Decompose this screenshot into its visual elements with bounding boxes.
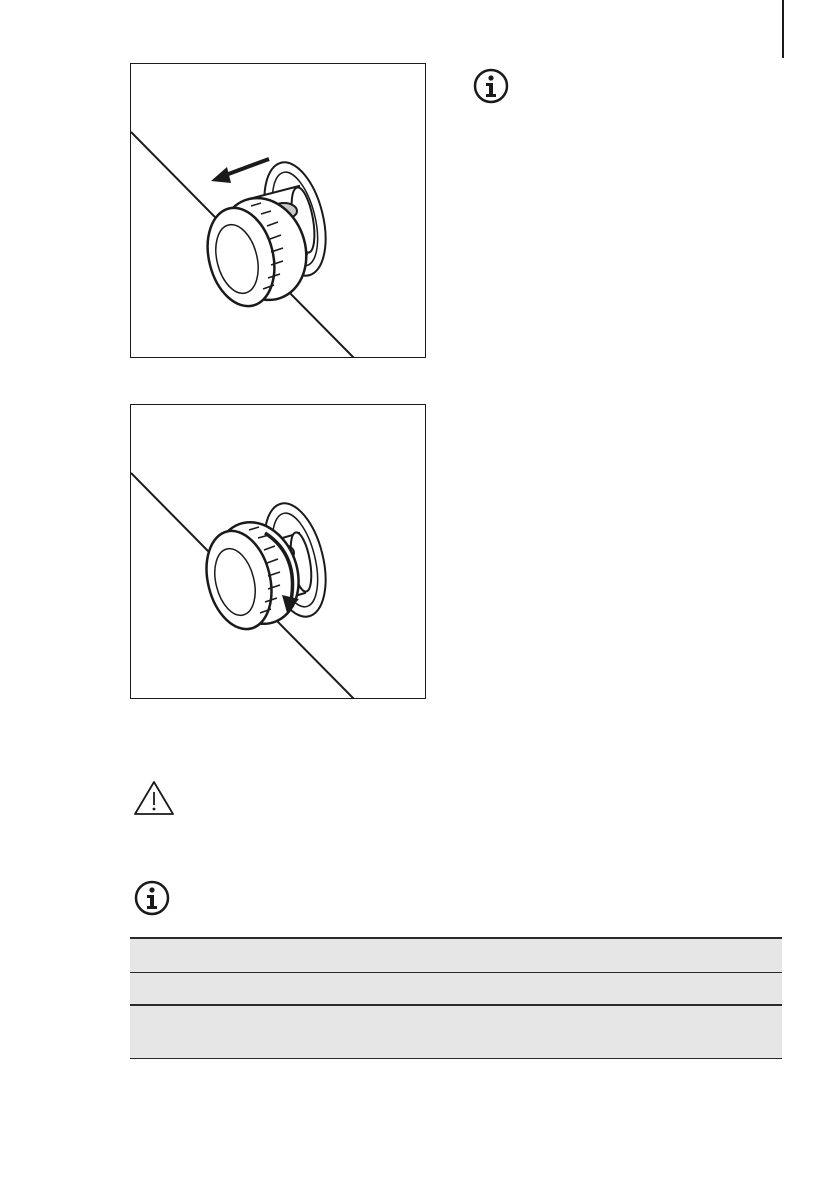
info-icon — [133, 879, 171, 917]
table-cell — [547, 973, 782, 1006]
knob-illustration — [131, 64, 426, 358]
figure-knob-pull-out — [130, 63, 426, 358]
knob-illustration — [131, 405, 426, 699]
table-cell — [130, 973, 547, 1006]
info-table — [130, 937, 782, 1059]
table-cell — [547, 1005, 782, 1059]
figure-knob-turn — [130, 404, 426, 699]
table-cell — [130, 938, 547, 973]
warning-triangle-icon — [133, 780, 175, 816]
table-row — [130, 938, 782, 973]
table-row — [130, 1005, 782, 1059]
page-edge-line — [0, 0, 784, 58]
info-icon — [472, 67, 510, 105]
table-row — [130, 973, 782, 1006]
table-cell — [130, 1005, 547, 1059]
table-cell — [547, 938, 782, 973]
